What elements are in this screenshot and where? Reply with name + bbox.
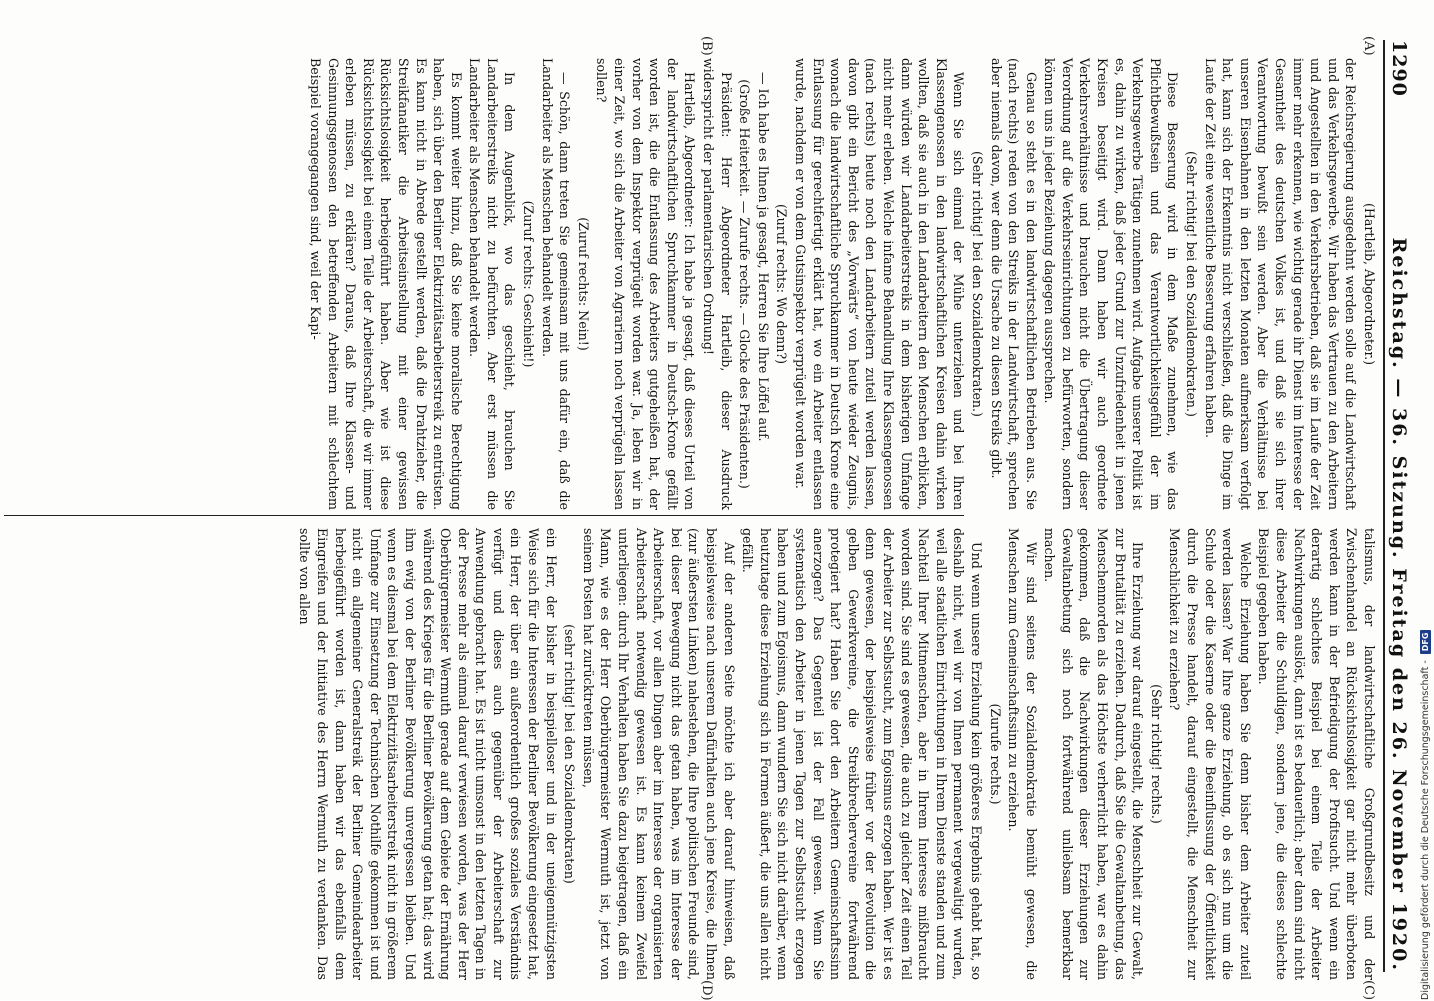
left-column <box>305 58 1378 510</box>
paragraph: Und wenn unsere Erziehung kein größeres Ergebnis gehabt hat, so deshalb nicht, weil wir von Ihnen permanent vergewaltigt wurden, weil alle staatlichen Einrichtungen in Ihrem Dienste standen und zum Nachteil Ihrer Mitmenschen, aber in Ihrem Interesse mißbraucht worden sind. Sie sind es gewesen, die auch zu gleicher Zeit einen Teil der Arbeiter zur Selbstsucht, zum Egoismus erzogen haben. Wer ist es denn gewesen, der beispielsweise früher vor der Revolution die gelben Gewerkvereine, die Streikbrechervereine fortwährend protegiert hat? Haben Sie dort den Arbeitern Gemeinschaftssinn anerzogen? Das Gegenteil ist der Fall gewesen. Wenn Sie systematisch den Arbeiter in jenen Tagen zur Selbstsucht erzogen haben und zum Egoismus, dann wundern Sie sich nicht darüber, wenn heutzutage diese Erziehung sich in Formen äußert, die uns allen nicht gefällt. <box>740 528 984 980</box>
page-number: 1290 <box>1388 40 1410 97</box>
funding-caption: Digitalisierung gefördert durch die Deutsche Forschungsgemeinschaft - <box>1419 660 1431 1000</box>
page-title: Reichstag. — 36. Sitzung. Freitag den 26. November 1920. <box>1388 237 1410 972</box>
paragraph: Auf der anderen Seite möchte ich aber darauf hinweisen, daß beispielsweise nach unserem Dafürhalten auch jene Kreise, die Ihnen (zur äußersten Linken) nahestehen, die Ihre politischen Freunde sind, bei dieser Bewegung nicht das getan haben, was im Interesse der Arbeiterschaft, vor allen Dingen aber im Interesse der organisierten Arbeiterschaft notwendig gewesen ist. Es kann keinem Zweifel unterliegen: durch Ihr Verhalten haben Sie dazu beigetragen, daß ein Mann, wie es der Herr Oberbürgermeister Wermuth ist, jetzt von seinem Posten hat zurücktreten müssen, <box>580 528 737 980</box>
interjection: (Sehr richtig! bei den Sozialdemokraten.) <box>969 151 985 417</box>
column-divider <box>4 515 964 516</box>
interjection: (Zurufe rechts.) <box>987 703 1003 805</box>
paragraph: ein Herr, der bisher in beispielloser und in der uneigennützigsten Weise sich für die Interessen der Berliner Bevölkerung eingesetzt hat, ein Herr, der über ein außerordentlich großes soziales Verständnis verfügt und dieses auch gegenüber der Arbeiterschaft zur Anwendung gebracht hat. Es ist nicht umsonst in den letzten Tagen in der Presse mehr als einmal darauf verwiesen worden, was der Herr Oberbürgermeister Wermuth gerade auf dem Gebiete der Ernährung während des Krieges für die Berliner Bevölkerung getan hat; das wird ihm ewig von der Berliner Bevölkerung unvergessen bleiben. Und wenn es diesmal bei dem Elektrizitätsarbeiterstreik nicht in größerem Umfange zur Einsetzung der Technischen Nothilfe gekommen ist und nicht ein allgemeiner Generalstreik der Berliner Gemeindearbeiter herbeigeführt worden ist, dann haben wir das ebenfalls dem Eingreifen und der Initiative des Herrn Wermuth zu verdanken. Das sollte von allen <box>297 528 559 980</box>
paragraph: Präsident: Herr Abgeordneter Hartleib, dieser Ausdruck widerspricht der parlamentarischen Ordnung! <box>701 58 734 510</box>
sidebar-caption <box>1415 40 1434 1000</box>
paragraph: Welche Erziehung haben Sie denn bisher dem Arbeiter zuteil werden lassen? War Ihre ganze Erziehung, ob es sich nun um die Schule oder die Kaserne oder die Beeinflussung der Öffentlichkeit durch die Presse handelt, darauf eingestellt, die Menschheit zur Menschlichkeit zu erziehen? <box>1167 528 1253 980</box>
margin-marker-c: (C) <box>1361 980 1376 1001</box>
margin-marker-d: (D) <box>699 980 714 1001</box>
paragraph: — Ich habe es Ihnen ja gesagt, Herren Sie Ihre Löffel auf. <box>755 72 771 442</box>
interjection: (Zuruf rechts: Geschieht!) <box>521 200 537 368</box>
right-column <box>295 528 1378 980</box>
paragraph: Wenn Sie sich einmal der Mühe unterziehen und bei Ihren Klassengenossen in den landwirtschaftlichen Kreisen dahin wirken wollten, daß sie auch in den Landarbeitern den Menschen erblicken, dann würden wir Landarbeiterstreiks in dem bisherigen Umfange nicht mehr erleben. Welche infame Behandlung Ihre Klassengenossen (nach rechts) heute noch den Landarbeitern zuteil werden lassen, davon gibt ein Bericht des „Vorwärts“ von heute wieder Zeugnis, wonach die landwirtschaftliche Spruchkammer in Deutsch Krone eine Entlassung für gerechtfertigt erklärt hat, wo ein Arbeiter entlassen wurde, nachdem er von dem Gutsinspektor verprügelt worden war. <box>793 58 967 510</box>
dfg-logo-icon: DFG <box>1420 630 1431 655</box>
margin-marker-a: (A) <box>1361 36 1376 56</box>
interjection: (Sehr richtig! bei den Sozialdemokraten.) <box>1184 151 1200 417</box>
speaker-heading: (Hartleib, Abgeordneter.) <box>1362 202 1377 366</box>
interjection: (Große Heiterkeit. — Zurufe rechts. — Glocke des Präsidenten.) <box>737 79 753 489</box>
paragraph: — Schön, dann treten Sie gemeinsam mit uns dafür ein, daß die Landarbeiter als Menschen behandelt werden. <box>539 58 573 510</box>
paragraph: talismus, der landwirtschaftliche Großgrundbesitz und der Zwischenhandel an Rücksichtslosigkeit gar nicht mehr überboten werden kann in der Befriedigung der Profitsucht. Und wenn ein derartig schlechtes Beispiel bei einem Teile der Arbeiter Nachwirkungen auslöst, dann ist es bedauerlich; aber dann sind nicht diese Arbeiter die Schuldigen, sondern jene, die dieses schlechte Beispiel gegeben haben. <box>1256 528 1377 980</box>
paragraph: Diese Besserung wird in dem Maße zunehmen, wie das Pflichtbewußtsein und das Verantwortlichkeitsgefühl der im Verkehrsgewerbe Tätigen zunehmen wird. Aufgabe unserer Politik ist es, dahin zu wirken, daß jeder Grund zur Unzufriedenheit in jenen Kreisen beseitigt wird. Dann haben wir auch geordnete Verkehrsverhältnisse und brauchen nicht die Übertragung dieser Verordnung auf die Verkehrseinrichtungen zu befürworten, sondern können uns in jeder Beziehung dagegen aussprechen. <box>1042 58 1181 510</box>
interjection: (sehr richtig! bei den Sozialdemokraten) <box>562 624 578 884</box>
paragraph: Genau so steht es in den landwirtschaftlichen Betrieben aus. Sie (nach rechts) reden von den Streiks in der Landwirtschaft, sprechen aber niemals davon, wer denn die Ursache zu diesen Streiks gibt. <box>988 58 1039 510</box>
paragraph: Hartleib, Abgeordneter: Ich habe ja gesagt, daß dieses Urteil von der landwirtschaftlichen Spruchkammer in Deutsch-Krone gefällt worden ist, die die Entlassung des Arbeiters gutgeheißen hat, der vorher von dem Inspektor verprügelt worden war. Ja, leben wir in einer Zeit, wo sich die Arbeiter von Agrariern noch verprügeln lassen sollen? <box>594 58 698 510</box>
interjection: (Zuruf rechts: Nein!) <box>575 217 591 351</box>
paragraph: Wir sind seitens der Sozialdemokratie bemüht gewesen, die Menschen zum Gemeinschaftssinn zu erziehen. <box>1006 528 1039 980</box>
paragraph: der Reichsregierung ausgedehnt werden solle auf die Landwirtschaft und das Verkehrsgewerbe. Wir haben das Vertrauen zu den Arbeitern und Angestellten in den Verkehrsbetrieben, daß sie im Laufe der Zeit immer mehr erkennen, wie wichtig gerade ihr Dienst im Interesse der Gesamtheit des deutschen Volkes ist, und daß sie sich ihrer Verantwortung bewußt sein werden. Aber die Verhältnisse bei unseren Eisenbahnen in den letzten Monaten aufmerksam verfolgt hat, kann sich der Erkenntnis nicht verschließen, daß die Dinge im Laufe der Zeit eine wesentliche Besserung erfahren haben. <box>1202 58 1359 510</box>
margin-marker-b: (B) <box>699 36 714 56</box>
digitization-sidebar <box>1412 30 1432 1000</box>
interjection: (Zuruf rechts: Wo denn?) <box>774 203 790 365</box>
paragraph: Es kommt weiter hinzu, daß Sie keine moralische Berechtigung haben, sich über den Berliner Elektrizitätsarbeiterstreik zu entrüsten. Es kann nicht in Abrede gestellt werden, daß die Drahtzieher, die Streikfanatiker die Arbeitseinstellung mit einer gewissen Rücksichtslosigkeit herbeigeführt haben. Aber wie ist diese Rücksichtslosigkeit bei einem Teile der Arbeiterschaft, die wir immer erleben müssen, zu erklären? Daraus, daß Ihre Klassen- und Gesinnungsgenossen den betreffenden Arbeitern mit schlechtem Beispiel vorangegangen sind, weil der Kapi- <box>307 58 464 510</box>
paragraph: Ihre Erziehung war darauf eingestellt, die Menschheit zur Gewalt, zur Brutalität zu erziehen. Dadurch, daß Sie die Gewaltanbetung, das Menschenmorden als das Höchste verherrlicht haben, war es dahin gekommen, daß die Nachwirkungen dieser Erziehungen zur Gewaltanbetung sich noch fortwährend unliebsam bemerkbar machen. <box>1042 528 1146 980</box>
paragraph: In dem Augenblick, wo das geschieht, brauchen Sie Landarbeiterstreiks nicht zu befürchten. Aber erst müssen die Landarbeiter als Menschen behandelt werden. <box>467 58 518 510</box>
interjection: (Sehr richtig! rechts.) <box>1148 684 1164 824</box>
